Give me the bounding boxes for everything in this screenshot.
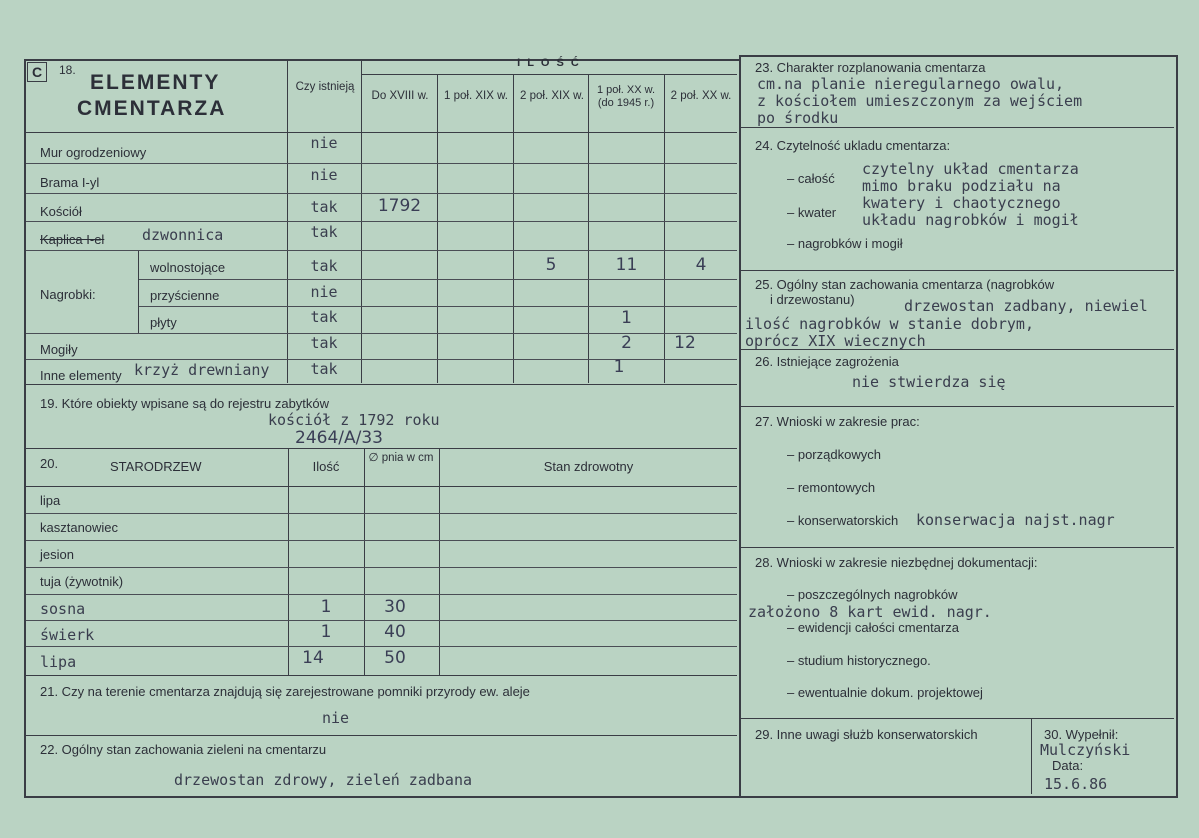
q20-col-count: Ilość [312, 459, 340, 474]
period-0: Do XVIII w. [371, 90, 429, 102]
q28-item-1: – ewidencji całości cmentarza [787, 620, 959, 635]
tree-name-4: sosna [40, 600, 86, 618]
value-wolnostojace-2xix: 5 [545, 255, 557, 275]
q28-item-0: – poszczególnych nagrobków [787, 587, 958, 602]
q19-answer: kościół z 1792 roku [268, 411, 440, 429]
q30-label: 30. Wypełnił: [1044, 727, 1119, 742]
q19-register-number: 2464/A/33 [295, 428, 383, 448]
section-letter: C [27, 62, 47, 82]
period-3: 1 poł. XX w. (do 1945 r.) [596, 84, 656, 109]
value-kosciol-xviii: 1792 [377, 196, 422, 216]
q24-answer-1: czytelny układ cmentarza [862, 160, 1079, 178]
q30-date: 15.6.86 [1044, 775, 1108, 793]
q26-answer: nie stwierdza się [852, 373, 1006, 391]
title-line2: CMENTARZA [77, 97, 227, 120]
tree-name-2: jesion [40, 547, 74, 562]
value-plyty-1xx: 1 [621, 308, 632, 328]
tree-name-6: lipa [40, 653, 77, 671]
q24-answer-4: układu nagrobków i mogił [862, 211, 1079, 229]
tree-diameter-5: 40 [384, 622, 406, 642]
q28-question: 28. Wnioski w zakresie niezbędnej dokumentacji: [755, 555, 1038, 570]
q20-title: STARODRZEW [110, 459, 202, 474]
q20-number: 20. [40, 456, 59, 471]
q23-answer-1: cm.na planie nieregularnego owalu, [757, 75, 1065, 93]
row-label-4: wolnostojące [150, 260, 226, 275]
q28-item-2: – studium historycznego. [787, 653, 931, 668]
row-note-8: krzyż drewniany [134, 361, 270, 379]
q25-question-2: i drzewostanu) [770, 292, 855, 307]
section-number: 18. [59, 63, 76, 77]
q23-answer-3: po środku [757, 109, 839, 127]
row-label-2: Kościół [40, 204, 82, 219]
title-line1: ELEMENTY [90, 71, 221, 94]
exists-5: nie [310, 283, 338, 301]
q26-question: 26. Istniejące zagrożenia [755, 354, 899, 369]
q24-answer-3: kwatery i chaotycznego [862, 194, 1061, 212]
value-mogily-2xx: 12 [674, 333, 696, 353]
value-wolnostojace-2xx: 4 [695, 255, 707, 275]
tree-name-3: tuja (żywotnik) [40, 574, 124, 589]
exists-8: tak [310, 360, 338, 378]
value-inne-1xx: 1 [613, 357, 625, 377]
q23-question: 23. Charakter rozplanowania cmentarza [755, 60, 986, 75]
tree-name-5: świerk [40, 626, 95, 644]
nagrobki-group-label: Nagrobki: [40, 287, 96, 302]
q24-item-2: – nagrobków i mogił [787, 236, 903, 251]
q21-question: 21. Czy na terenie cmentarza znajdują się zarejestrowane pomniki przyrody ew. aleje [40, 684, 530, 699]
q25-question-1: 25. Ogólny stan zachowania cmentarza (nagrobków [755, 277, 1055, 292]
exists-0: nie [310, 134, 338, 152]
exists-7: tak [310, 334, 338, 352]
row-label-0: Mur ogrodzeniowy [40, 145, 147, 160]
q20-col-health: Stan zdrowotny [543, 459, 634, 474]
row-label-6: płyty [150, 315, 177, 330]
q27-item-0: – porządkowych [787, 447, 881, 462]
tree-name-1: kasztanowiec [40, 520, 119, 535]
q25-answer-1: drzewostan zadbany, niewiel [904, 297, 1148, 315]
row-label-3: Kaplica I-el [40, 232, 105, 247]
q27-answer: konserwacja najst.nagr [916, 511, 1115, 529]
q24-answer-2: mimo braku podziału na [862, 177, 1061, 195]
q29-question: 29. Inne uwagi służb konserwatorskich [755, 727, 978, 742]
q24-item-1: – kwater [787, 205, 837, 220]
q22-question: 22. Ogólny stan zachowania zieleni na cmentarzu [40, 742, 327, 757]
q28-item-3: – ewentualnie dokum. projektowej [787, 685, 983, 700]
exists-6: tak [310, 308, 338, 326]
q25-answer-3: oprócz XIX wiecznych [745, 332, 926, 350]
q27-question: 27. Wnioski w zakresie prac: [755, 414, 920, 429]
ilosc-header: I L O Ś Ć [517, 57, 581, 69]
q30-name: Mulczyński [1040, 741, 1131, 759]
q27-item-2: – konserwatorskich [787, 513, 899, 528]
exists-3: tak [310, 223, 338, 241]
q21-answer: nie [322, 709, 350, 727]
q30-date-label: Data: [1052, 758, 1084, 773]
q24-question: 24. Czytelność ukladu cmentarza: [755, 138, 951, 153]
q23-answer-2: z kościołem umieszczonym za wejściem [757, 92, 1083, 110]
row-label-8: Inne elementy [40, 368, 122, 383]
row-label-7: Mogiły [40, 342, 78, 357]
value-wolnostojace-1xx: 11 [615, 255, 638, 275]
period-1: 1 poł. XIX w. [444, 90, 508, 102]
row-label-5: przyścienne [150, 288, 220, 303]
q22-answer: drzewostan zdrowy, zieleń zadbana [174, 771, 473, 789]
tree-diameter-4: 30 [384, 597, 406, 617]
tree-count-5: 1 [320, 622, 332, 642]
exists-2: tak [310, 198, 338, 216]
q24-item-0: – całość [787, 171, 835, 186]
q20-col-diameter: ∅ pnia w cm [368, 452, 434, 464]
q25-answer-2: ilość nagrobków w stanie dobrym, [745, 315, 1034, 333]
value-mogily-1xx: 2 [621, 333, 632, 353]
tree-count-6: 14 [302, 648, 324, 668]
row-label-1: Brama I-yl [40, 175, 100, 190]
period-4: 2 poł. XX w. [670, 90, 732, 102]
tree-name-0: lipa [40, 493, 61, 508]
period-2: 2 poł. XIX w. [520, 90, 584, 102]
q27-item-1: – remontowych [787, 480, 876, 495]
q19-question: 19. Które obiekty wpisane są do rejestru zabytków [40, 396, 330, 411]
exists-4: tak [310, 257, 338, 275]
col-exists: Czy istnieją [295, 81, 355, 93]
row-note-3: dzwonnica [142, 226, 224, 244]
exists-1: nie [310, 166, 338, 184]
tree-diameter-6: 50 [384, 648, 406, 668]
tree-count-4: 1 [320, 597, 332, 617]
q28-answer: założono 8 kart ewid. nagr. [748, 603, 992, 621]
